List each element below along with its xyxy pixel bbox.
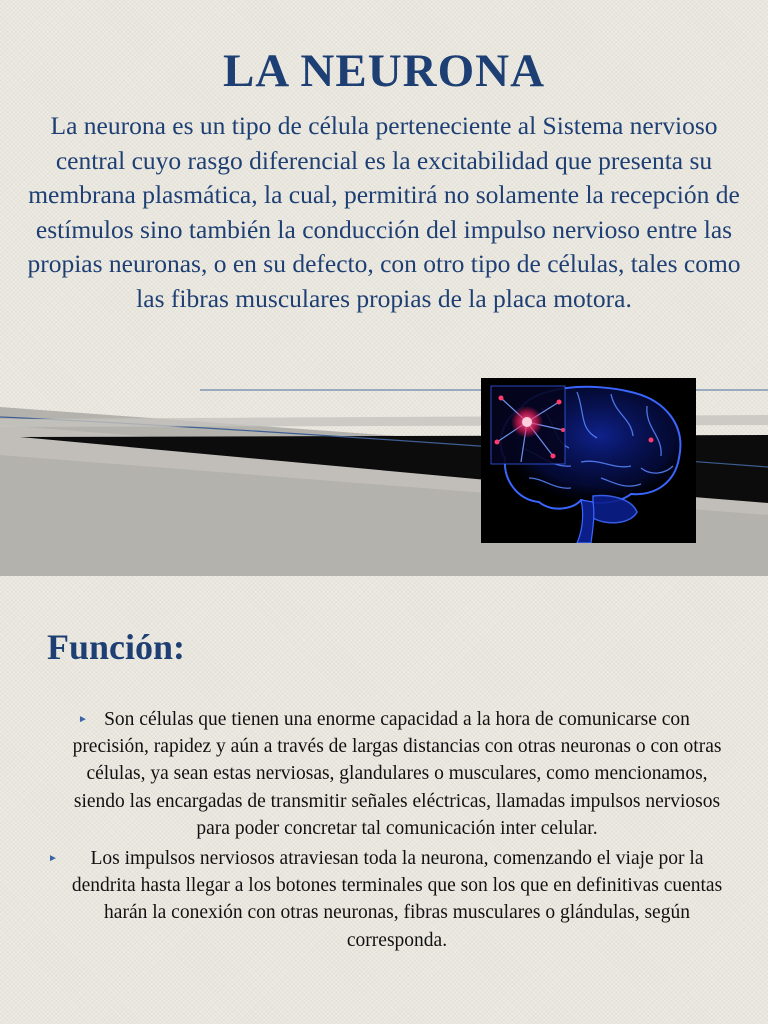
bullet-text: Son células que tienen una enorme capacidad a la hora de comunicarse con precisión, rapidez y aún a través de largas distancias con otras neuronas o con otras células, ya sean estas nerviosas, glandulares o musculares, como mencionamos, siendo las encargadas de transmitir señales eléctricas, llamadas impulsos nerviosos para poder concretar tal comunicación inter celular.	[72, 709, 722, 839]
funcion-heading: Función:	[47, 627, 186, 667]
triangle-bullet-icon: ►	[78, 714, 88, 725]
funcion-bullet-list	[44, 706, 730, 957]
list-item	[44, 845, 730, 954]
brain-neuron-image	[481, 378, 696, 543]
list-item	[44, 706, 730, 842]
triangle-bullet-icon: ►	[48, 853, 58, 865]
intro-paragraph: La neurona es un tipo de célula perteneciente al Sistema nervioso central cuyo rasgo diferencial es la excitabilidad que presenta su membrana plasmática, la cual, permitirá no solamente la recepción de estímulos sino también la conducción del impulso nervioso entre las propias neuronas, o en su defecto, con otro tipo de células, tales como las fibras musculares propias de la placa motora.	[27, 111, 741, 313]
slide-funcion	[0, 576, 768, 1024]
bullet-text: Los impulsos nerviosos atraviesan toda la neurona, comenzando el viaje por la dendrita hasta llegar a los botones terminales que son los que en definitivas cuentas harán la conexión con otras neuronas, fibras musculares o glándulas, según corresponda.	[71, 848, 723, 951]
slide-title: LA NEURONA	[222, 45, 546, 97]
